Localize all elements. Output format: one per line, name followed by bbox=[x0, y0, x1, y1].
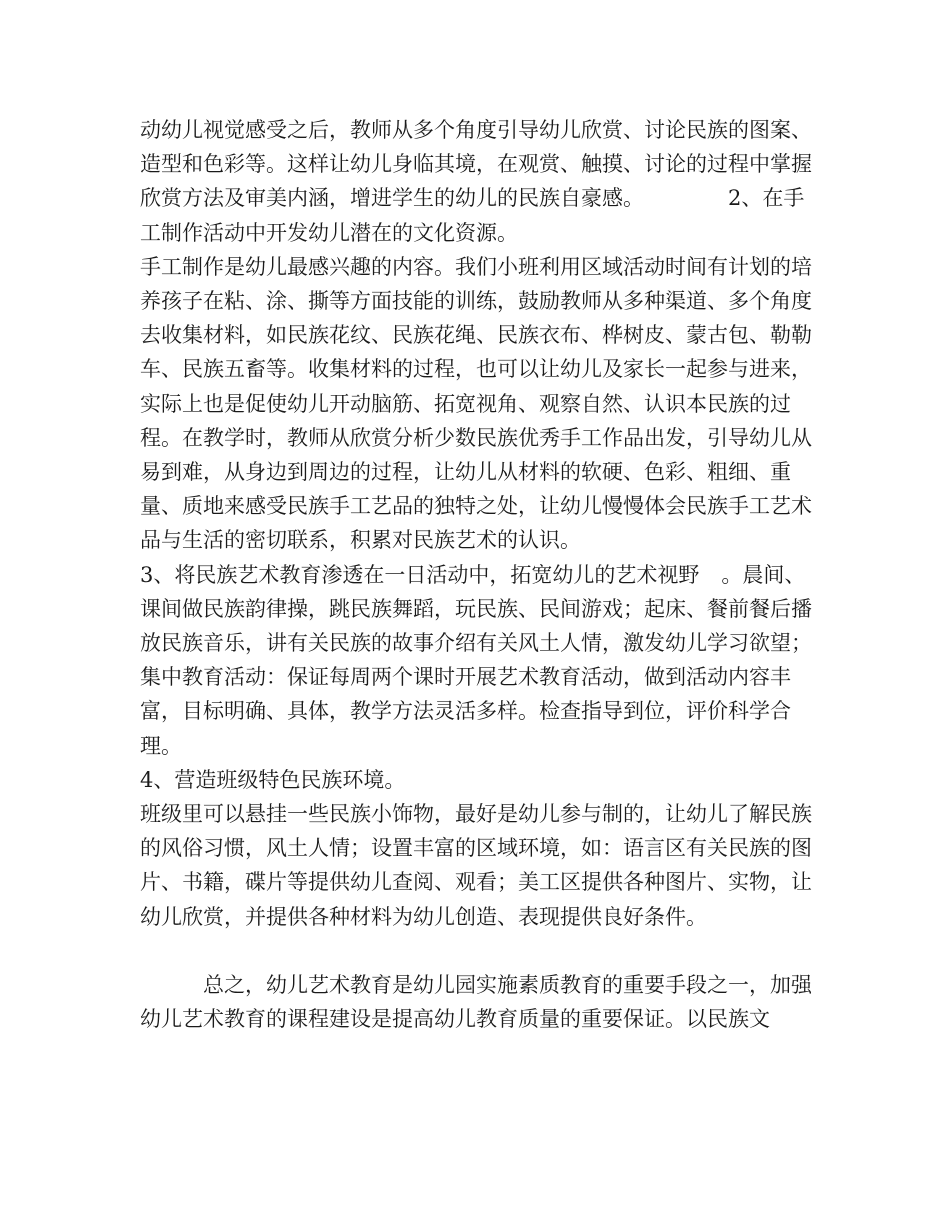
document-body bbox=[140, 113, 820, 1036]
paragraph-art-appreciation bbox=[140, 113, 820, 250]
section-heading-handcraft: 2、在手工制作活动中开发幼儿潜在的文化资源。 bbox=[140, 186, 805, 245]
paragraph-gap bbox=[140, 934, 820, 968]
paragraph-conclusion: 总之，幼儿艺术教育是幼儿园实施素质教育的重要手段之一，加强幼儿艺术教育的课程建设是提高幼儿教育质量的重要保证。以民族文 bbox=[140, 972, 812, 1032]
section-heading-daily-activities: 3、将民族艺术教育渗透在一日活动中，拓宽幼儿的艺术视野 bbox=[140, 562, 700, 587]
paragraph-environment: 班级里可以悬挂一些民族小饰物，最好是幼儿参与制的，让幼儿了解民族的风俗习惯，风土人情；设置丰富的区域环境，如：语言区有关民族的图片、书籍，碟片等提供幼儿查阅、观看；美工区提供各种图片、实物，让幼儿欣赏，并提供各种材料为幼儿创造、表现提供良好条件。 bbox=[140, 802, 812, 929]
paragraph-handcraft: 手工制作是幼儿最感兴趣的内容。我们小班利用区域活动时间有计划的培养孩子在粘、涂、撕等方面技能的训练，鼓励教师从多种渠道、多个角度去收集材料，如民族花纹、民族花绳、民族衣布、桦树皮、蒙古包、勒勒车、民族五畜等。收集材料的过程，也可以让幼儿及家长一起参与进来，实际上也是促使幼儿开动脑筋、拓宽视角、观察自然、认识本民族的过程。在教学时，教师从欣赏分析少数民族优秀手工作品出发，引导幼儿从易到难，从身边到周边的过程，让幼儿从材料的软硬、色彩、粗细、重量、质地来感受民族手工艺品的独特之处，让幼儿慢慢体会民族手工艺术品与生活的密切联系，积累对民族艺术的认识。 bbox=[140, 254, 812, 553]
section-heading-environment: 4、营造班级特色民族环境。 bbox=[140, 767, 406, 792]
paragraph-text: 。晨间、课间做民族韵律操，跳民族舞蹈，玩民族、民间游戏；起床、餐前餐后播放民族音乐，讲有关民族的故事介绍有关风土人情，激发幼儿学习欲望；集中教育活动：保证每周两个课时开展艺术教育活动，做到活动内容丰富，目标明确、具体，教学方法灵活多样。检查指导到位，评价科学合理。 bbox=[140, 562, 812, 758]
paragraph-text: 动幼儿视觉感受之后，教师从多个角度引导幼儿欣赏、讨论民族的图案、造型和色彩等。这样让幼儿身临其境，在观赏、触摸、讨论的过程中掌握欣赏方法及审美内涵，增进学生的幼儿的民族自豪感。 bbox=[140, 118, 812, 211]
paragraph-daily-activities bbox=[140, 558, 820, 763]
